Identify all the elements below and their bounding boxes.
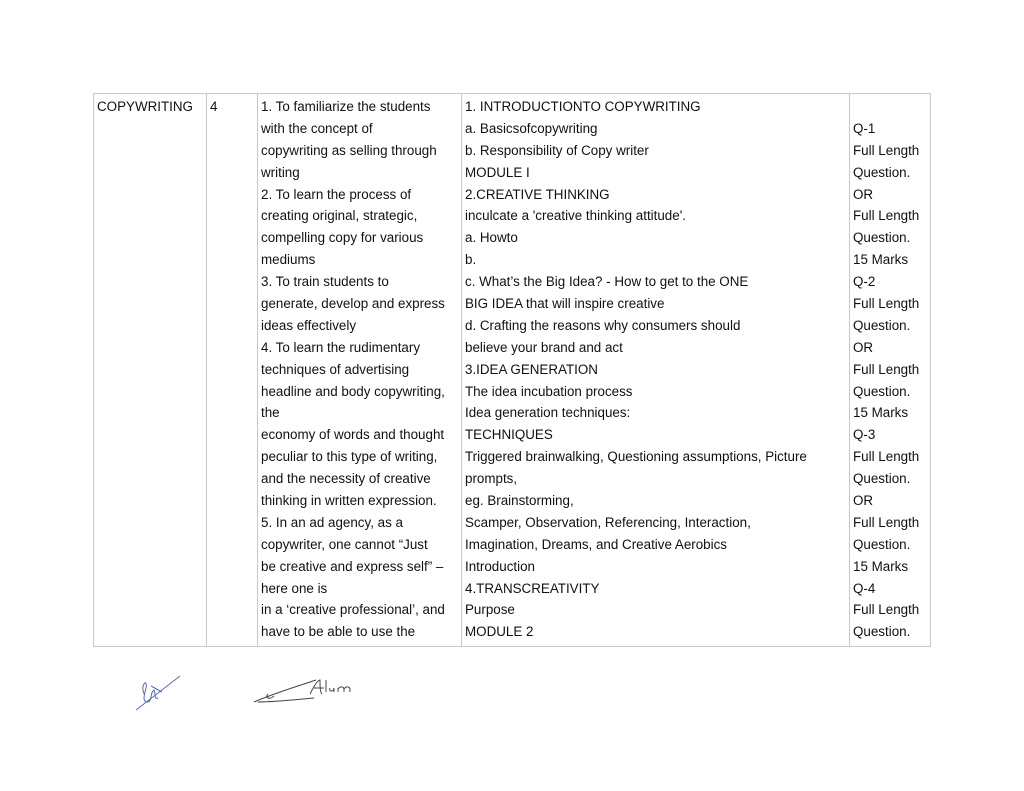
objectives-list bbox=[261, 96, 458, 643]
objective-line: here one is bbox=[261, 580, 328, 596]
table-row bbox=[94, 94, 931, 647]
objective-line: headline and body copywriting, bbox=[261, 383, 445, 399]
content-line: 3.IDEA GENERATION bbox=[465, 361, 598, 377]
evaluation-line: 15 Marks bbox=[853, 252, 909, 268]
content-line: Imagination, Dreams, and Creative Aerobics bbox=[465, 536, 727, 552]
signature-Alam bbox=[252, 676, 362, 708]
objective-line: mediums bbox=[261, 252, 316, 268]
evaluation-line: 15 Marks bbox=[853, 405, 909, 421]
objective-line: and the necessity of creative bbox=[261, 471, 431, 487]
objective-line: 3. To train students to bbox=[261, 274, 389, 290]
credits: 4 bbox=[210, 99, 218, 114]
evaluation-line: Question. bbox=[853, 383, 911, 399]
objectives-cell bbox=[258, 94, 462, 647]
evaluation-line: Full Length bbox=[853, 514, 920, 530]
evaluation-line: Q-1 bbox=[853, 120, 876, 136]
objective-line: ideas effectively bbox=[261, 317, 357, 333]
objective-line: be creative and express self” – bbox=[261, 558, 444, 574]
content-line: Scamper, Observation, Referencing, Interaction, bbox=[465, 514, 751, 530]
objective-line: copywriting as selling through bbox=[261, 142, 437, 158]
content-line: inculcate a 'creative thinking attitude'. bbox=[465, 208, 686, 224]
evaluation-line: Q-2 bbox=[853, 274, 876, 290]
evaluation-line: Q-4 bbox=[853, 580, 876, 596]
content-line: Triggered brainwalking, Questioning assumptions, Picture bbox=[465, 449, 807, 465]
objective-line: the bbox=[261, 405, 280, 421]
content-line: believe your brand and act bbox=[465, 339, 623, 355]
evaluation-line: Question. bbox=[853, 164, 911, 180]
content-line: d. Crafting the reasons why consumers should bbox=[465, 317, 741, 333]
objective-line: 2. To learn the process of bbox=[261, 186, 412, 202]
content-line: b. bbox=[465, 252, 477, 268]
content-line: The idea incubation process bbox=[465, 383, 633, 399]
content-line: MODULE 2 bbox=[465, 624, 534, 640]
objective-line: 4. To learn the rudimentary bbox=[261, 339, 421, 355]
credits-cell bbox=[207, 94, 258, 647]
evaluation-list bbox=[853, 96, 927, 643]
objective-line: 5. In an ad agency, as a bbox=[261, 514, 403, 530]
objective-line: economy of words and thought bbox=[261, 427, 445, 443]
evaluation-line: Question. bbox=[853, 471, 911, 487]
content-cell bbox=[462, 94, 850, 647]
content-line: TECHNIQUES bbox=[465, 427, 553, 443]
objective-line: compelling copy for various bbox=[261, 230, 424, 246]
course-table bbox=[93, 93, 931, 647]
objective-line: creating original, strategic, bbox=[261, 208, 418, 224]
evaluation-line: OR bbox=[853, 339, 874, 355]
content-line: Introduction bbox=[465, 558, 535, 574]
content-line: 2.CREATIVE THINKING bbox=[465, 186, 610, 202]
content-line: 1. INTRODUCTIONTO COPYWRITING bbox=[465, 99, 701, 114]
content-line: prompts, bbox=[465, 471, 518, 487]
content-list bbox=[465, 96, 846, 643]
objective-line: techniques of advertising bbox=[261, 361, 410, 377]
evaluation-line: 15 Marks bbox=[853, 558, 909, 574]
evaluation-line: Full Length bbox=[853, 361, 920, 377]
evaluation-line bbox=[853, 96, 927, 118]
evaluation-line: OR bbox=[853, 186, 874, 202]
objective-line: generate, develop and express bbox=[261, 296, 445, 312]
evaluation-line: Question. bbox=[853, 317, 911, 333]
content-line: c. What’s the Big Idea? - How to get to the ONE bbox=[465, 274, 749, 290]
content-line: Purpose bbox=[465, 602, 515, 618]
objective-line: copywriter, one cannot “Just bbox=[261, 536, 428, 552]
objective-line: 1. To familiarize the students bbox=[261, 99, 431, 114]
objective-line: peculiar to this type of writing, bbox=[261, 449, 438, 465]
course-name-cell bbox=[94, 94, 207, 647]
objective-line: have to be able to use the bbox=[261, 624, 416, 640]
evaluation-line: Question. bbox=[853, 536, 911, 552]
content-line: BIG IDEA that will inspire creative bbox=[465, 296, 665, 312]
evaluation-line: Question. bbox=[853, 230, 911, 246]
content-line: eg. Brainstorming, bbox=[465, 493, 574, 509]
evaluation-line: Full Length bbox=[853, 142, 920, 158]
evaluation-line: Question. bbox=[853, 624, 911, 640]
content-line: a. Basicsofcopywriting bbox=[465, 120, 598, 136]
evaluation-line: Full Length bbox=[853, 449, 920, 465]
evaluation-line: Full Length bbox=[853, 208, 920, 224]
content-line: MODULE I bbox=[465, 164, 530, 180]
content-line: 4.TRANSCREATIVITY bbox=[465, 580, 600, 596]
objective-line: thinking in written expression. bbox=[261, 493, 437, 509]
content-line: b. Responsibility of Copy writer bbox=[465, 142, 649, 158]
content-line: Idea generation techniques: bbox=[465, 405, 631, 421]
course-name: COPYWRITING bbox=[97, 99, 193, 114]
evaluation-cell bbox=[850, 94, 931, 647]
evaluation-line: OR bbox=[853, 493, 874, 509]
content-line: a. Howto bbox=[465, 230, 518, 246]
evaluation-line: Q-3 bbox=[853, 427, 876, 443]
objective-line: with the concept of bbox=[261, 120, 373, 136]
evaluation-line: Full Length bbox=[853, 602, 920, 618]
evaluation-line: Full Length bbox=[853, 296, 920, 312]
objective-line: in a ‘creative professional’, and bbox=[261, 602, 445, 618]
objective-line: writing bbox=[261, 164, 300, 180]
signature-initials bbox=[134, 672, 184, 712]
